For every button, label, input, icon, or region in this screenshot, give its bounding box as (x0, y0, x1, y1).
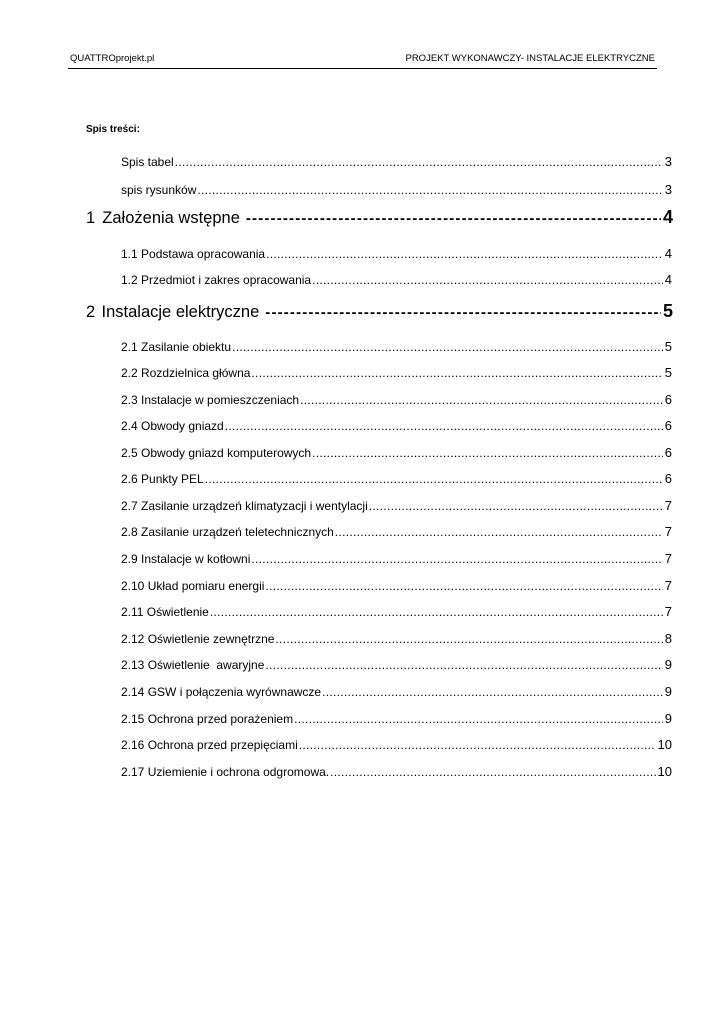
toc-entry-label: 2.7 Zasilanie urządzeń klimatyzacji i wentylacji (121, 499, 368, 513)
toc-entry-page: 9 (664, 711, 672, 726)
toc-entry-page: 9 (664, 657, 672, 672)
toc-entry-2-2[interactable] (121, 365, 672, 380)
toc-entry-page: 7 (664, 551, 672, 566)
toc-dot-leader (232, 340, 663, 354)
toc-entry-page: 3 (664, 182, 672, 197)
toc-entry-label: 2.8 Zasilanie urządzeń teletechnicznych (121, 525, 334, 539)
toc-entry-page: 6 (664, 471, 672, 486)
toc-title: Spis treści: (86, 124, 140, 135)
toc-entry-label: 1.2 Przedmiot i zakres opracowania (121, 273, 312, 287)
header-project-title: PROJEKT WYKONAWCZY- INSTALACJE ELEKTRYCZNE (405, 53, 655, 64)
toc-entry-page: 7 (664, 498, 672, 513)
toc-chapter-2[interactable] (86, 301, 673, 322)
toc-entry-2-16[interactable] (121, 737, 672, 752)
toc-entry-2-7[interactable] (121, 498, 672, 513)
toc-dot-leader (369, 499, 663, 513)
toc-entry-label: 2.15 Ochrona przed porażeniem (121, 712, 294, 726)
toc-entry-label: Spis tabel (121, 155, 174, 169)
toc-chapter-page: 4 (662, 207, 673, 227)
toc-entry-label: 2.12 Oświetlenie zewnętrzne (121, 632, 275, 646)
toc-chapter-1[interactable] (86, 207, 673, 228)
toc-entry-page: 6 (664, 392, 672, 407)
toc-entry-page: 7 (664, 578, 672, 593)
toc-entry-page: 7 (664, 524, 672, 539)
toc-entry-label: 2.13 Oświetlenie awaryjne (121, 658, 265, 672)
toc-entry-label: 2.9 Instalacje w kotłowni (121, 552, 251, 566)
toc-entry-2-1[interactable] (121, 339, 672, 354)
toc-dot-leader (300, 393, 663, 407)
toc-entry-label: 2.17 Uziemienie i ochrona odgromowa. (121, 765, 330, 779)
toc-entry-2-15[interactable] (121, 711, 672, 726)
toc-entry-page: 10 (657, 737, 672, 752)
toc-dot-leader (312, 446, 663, 460)
toc-entry-page: 6 (664, 418, 672, 433)
toc-dot-leader (265, 579, 662, 593)
toc-dot-leader (330, 765, 655, 779)
toc-entry-label: 1.1 Podstawa opracowania (121, 247, 266, 261)
toc-entry-page: 4 (664, 272, 672, 287)
toc-entry-label: spis rysunków (121, 183, 197, 197)
toc-dot-leader (175, 155, 663, 169)
toc-entry-1-1[interactable] (121, 246, 672, 261)
toc-entry-label: 2.3 Instalacje w pomieszczeniach (121, 393, 300, 407)
toc-entry-page: 3 (664, 154, 672, 169)
toc-entry-label: 2.11 Oświetlenie (121, 605, 209, 619)
toc-entry-page: 10 (657, 764, 672, 779)
toc-dot-leader (205, 472, 663, 486)
toc-dot-leader (251, 552, 662, 566)
toc-entry-2-11[interactable] (121, 604, 672, 619)
toc-entry-page: 6 (664, 445, 672, 460)
toc-entry-page: 4 (664, 246, 672, 261)
toc-entry-page: 5 (664, 365, 672, 380)
toc-entry-label: 2.10 Układ pomiaru energii (121, 579, 265, 593)
toc-dot-leader (275, 632, 662, 646)
toc-entry-spis-rysunkow[interactable] (121, 182, 672, 197)
toc-dot-leader (265, 658, 662, 672)
toc-entry-label: 2.4 Obwody gniazd (121, 419, 224, 433)
toc-dot-leader (266, 247, 663, 261)
toc-dot-leader (210, 605, 663, 619)
toc-dot-leader (197, 183, 662, 197)
toc-chapter-label: Założenia wstępne (102, 209, 240, 227)
toc-entry-page: 9 (664, 684, 672, 699)
toc-entry-2-12[interactable] (121, 631, 672, 646)
toc-entry-2-3[interactable] (121, 392, 672, 407)
toc-dot-leader (294, 712, 663, 726)
toc-entry-page: 8 (664, 631, 672, 646)
header-divider (68, 68, 657, 69)
toc-entry-2-6[interactable] (121, 471, 672, 486)
toc-chapter-number: 2 (86, 303, 96, 321)
toc-entry-2-10[interactable] (121, 578, 672, 593)
toc-entry-2-8[interactable] (121, 524, 672, 539)
toc-entry-2-14[interactable] (121, 684, 672, 699)
toc-chapter-label: Instalacje elektryczne (101, 303, 260, 321)
toc-entry-page: 5 (664, 339, 672, 354)
toc-entry-2-4[interactable] (121, 418, 672, 433)
toc-entry-2-5[interactable] (121, 445, 672, 460)
toc-entry-label: 2.2 Rozdzielnica główna (121, 366, 251, 380)
toc-entry-label: 2.16 Ochrona przed przepięciami (121, 738, 298, 752)
toc-entry-spis-tabel[interactable] (121, 154, 672, 169)
toc-entry-2-17[interactable] (121, 764, 672, 779)
toc-entry-2-13[interactable] (121, 657, 672, 672)
toc-entry-label: 2.1 Zasilanie obiektu (121, 340, 232, 354)
header-site-name: QUATTROprojekt.pl (70, 53, 155, 64)
toc-dot-leader (225, 419, 663, 433)
toc-entry-2-9[interactable] (121, 551, 672, 566)
toc-entry-label: 2.14 GSW i połączenia wyrównawcze (121, 685, 322, 699)
toc-dot-leader (335, 525, 663, 539)
toc-chapter-number: 1 (86, 209, 96, 227)
toc-chapter-page: 5 (662, 301, 673, 321)
toc-entry-1-2[interactable] (121, 272, 672, 287)
toc-dot-leader (299, 738, 656, 752)
toc-dash-leader (246, 209, 661, 228)
toc-entry-label: 2.5 Obwody gniazd komputerowych (121, 446, 312, 460)
toc-dash-leader (265, 303, 661, 322)
toc-entry-label: 2.6 Punkty PEL (121, 472, 204, 486)
toc-dot-leader (312, 273, 663, 287)
toc-entry-page: 7 (664, 604, 672, 619)
toc-dot-leader (251, 366, 662, 380)
toc-dot-leader (322, 685, 663, 699)
